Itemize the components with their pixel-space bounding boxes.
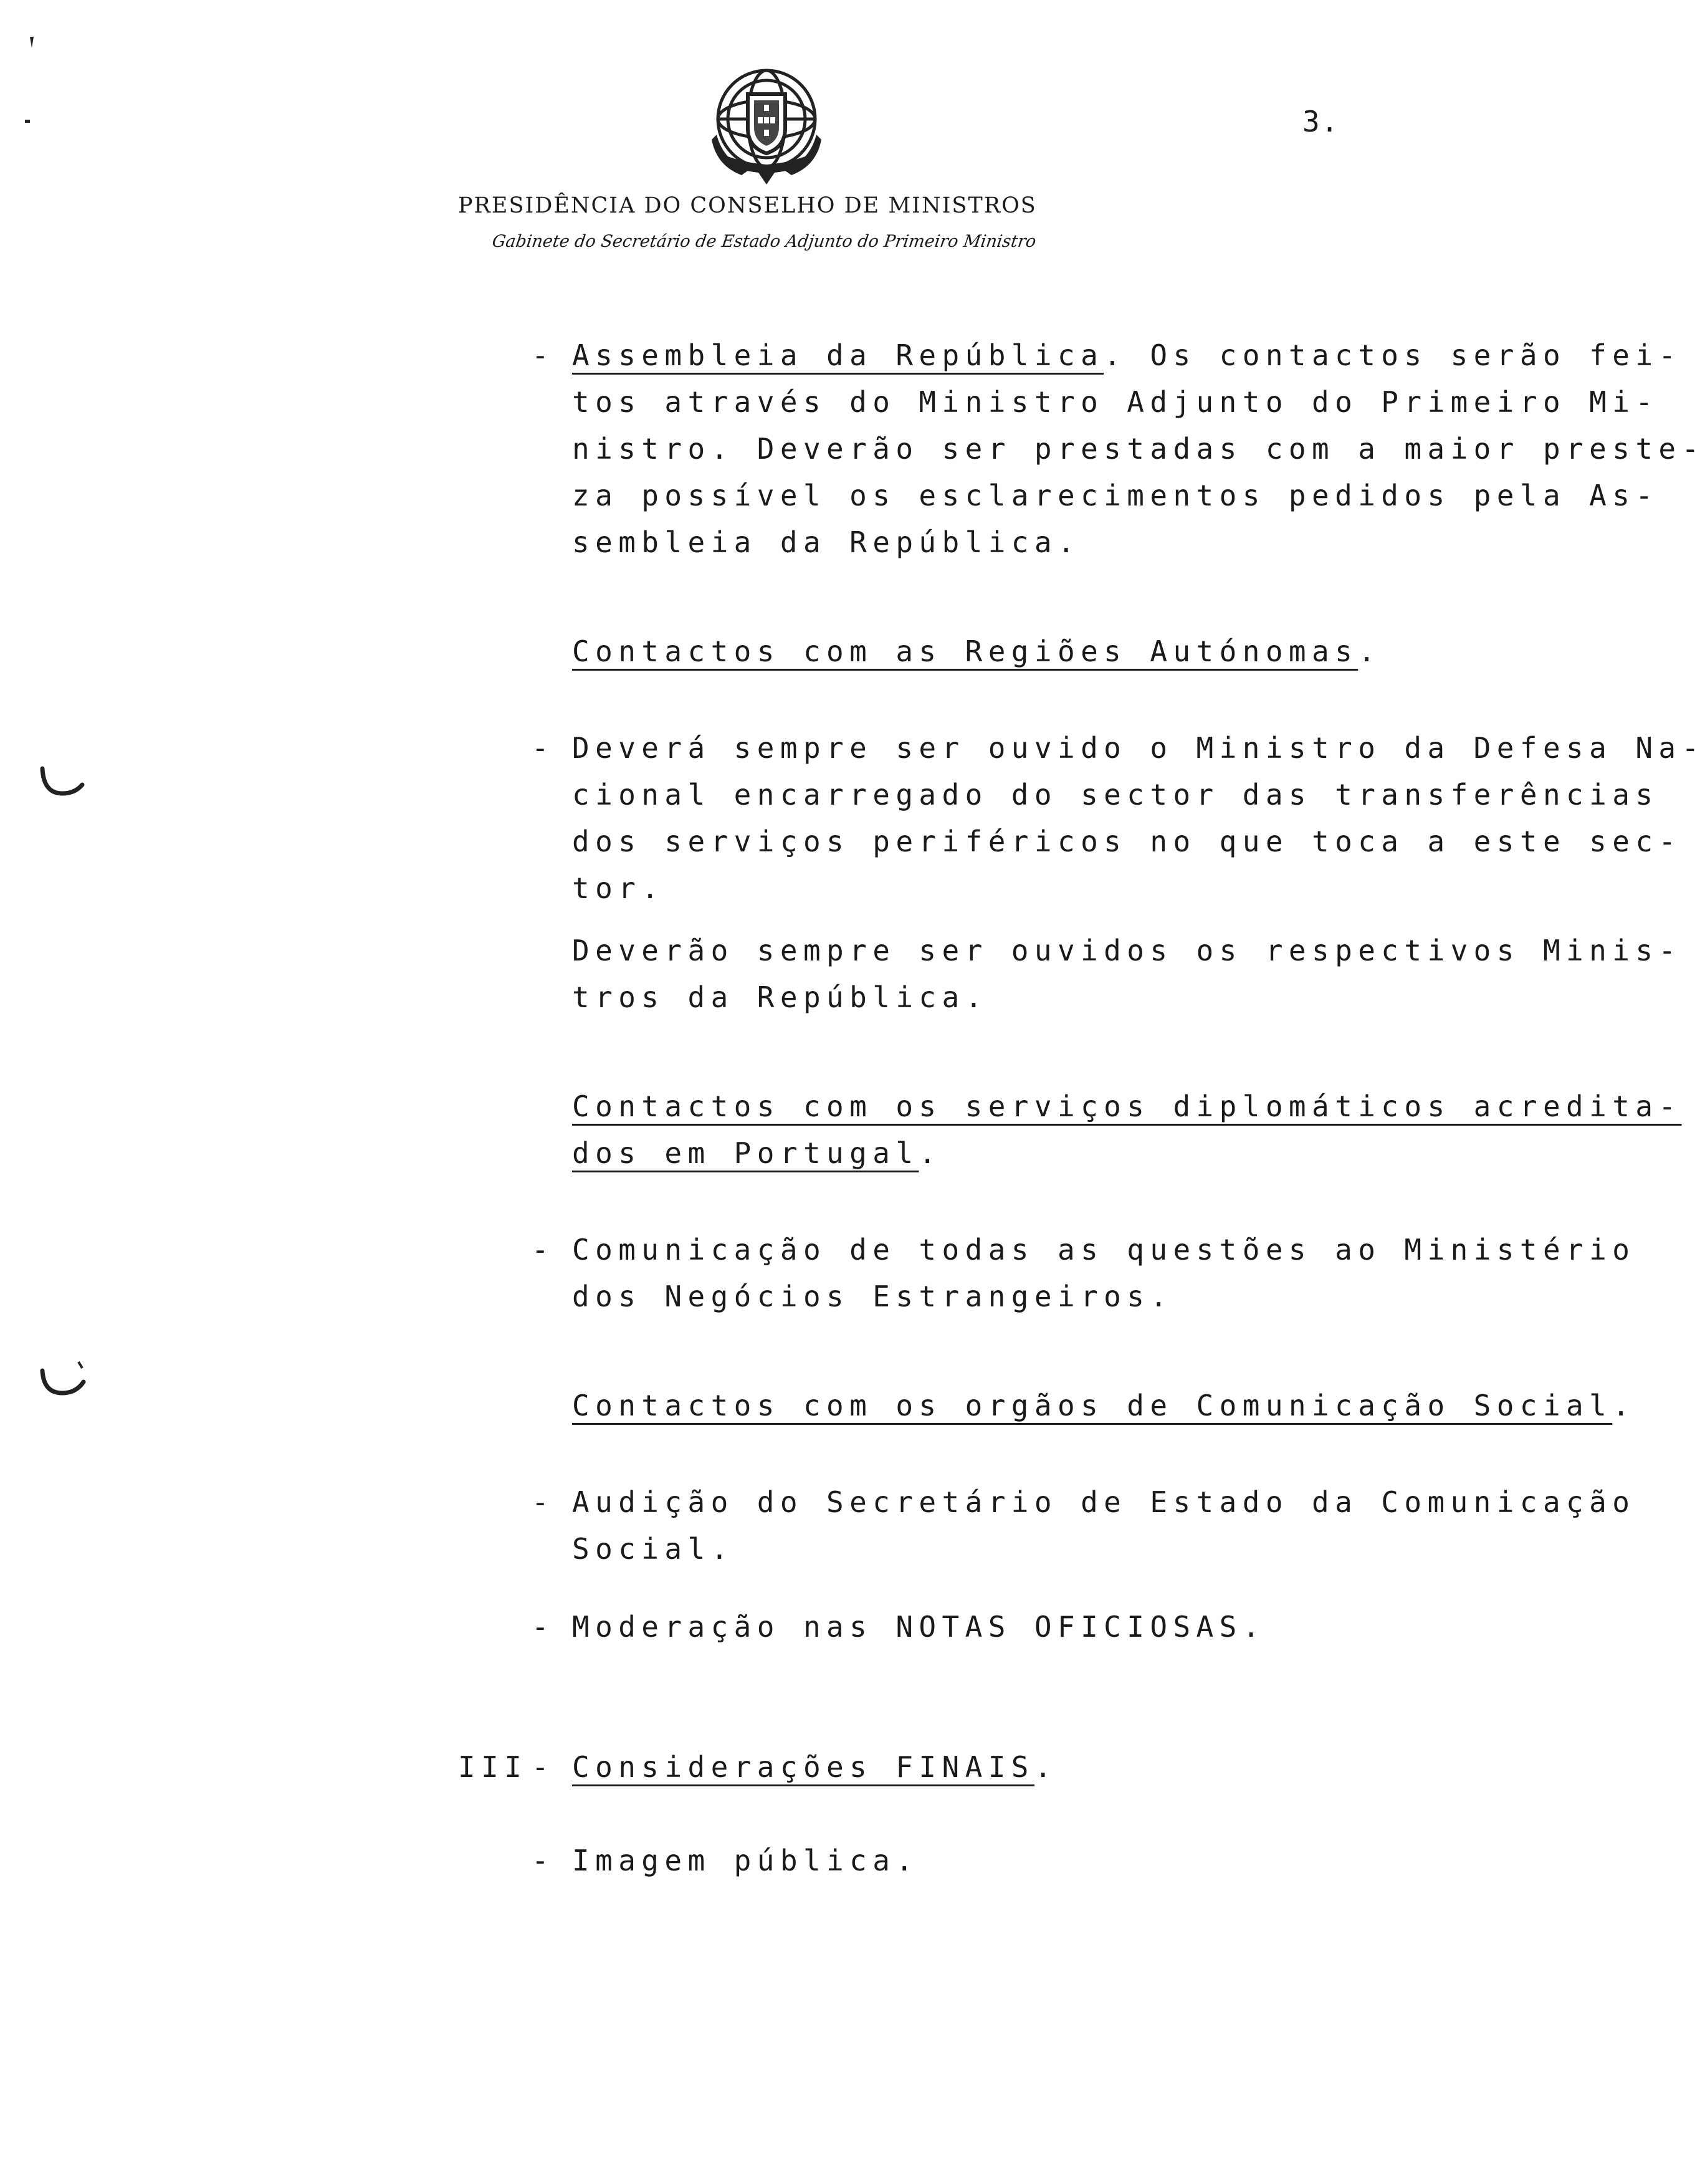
bullet-dash: - — [532, 1610, 549, 1644]
bullet-dash: - — [532, 731, 549, 765]
bullet-dash: - — [532, 1233, 549, 1267]
paragraph-line: Imagem pública. — [572, 1844, 919, 1877]
paragraph-line: tos através do Ministro Adjunto do Primeiro Mi- — [572, 385, 1659, 419]
section-heading: Contactos com os serviços diplomáticos acredita- — [572, 1090, 1682, 1123]
punch-hole-mark — [37, 764, 87, 801]
paragraph-line: dos Negócios Estrangeiros. — [572, 1280, 1173, 1313]
section-heading-line — [572, 1391, 1635, 1420]
section-heading: Contactos com as Regiões Autónomas — [572, 635, 1359, 668]
section-numeral: III — [458, 1750, 528, 1784]
heading-period: . — [1034, 1750, 1058, 1784]
section-heading-line — [572, 1750, 1058, 1784]
heading-period: . — [1612, 1389, 1636, 1422]
paragraph-line: nistro. Deverão ser prestadas com a maior preste- — [572, 432, 1705, 466]
paragraph-line: za possível os esclarecimentos pedidos pela As- — [572, 479, 1659, 512]
paragraph-line — [572, 338, 1682, 372]
paragraph-line: dos serviços periféricos no que toca a este sec- — [572, 825, 1682, 858]
bullet-dash: - — [532, 1750, 549, 1784]
paragraph-line: cional encarregado do sector das transferências — [572, 778, 1659, 812]
heading-period: . — [919, 1136, 942, 1170]
paragraph-line: sembleia da República. — [572, 525, 1081, 559]
paragraph-line: Audição do Secretário de Estado da Comunicação — [572, 1485, 1636, 1519]
paragraph-line: tor. — [572, 871, 665, 905]
section-heading-line — [572, 1136, 942, 1170]
margin-tick-mark — [25, 34, 37, 53]
bullet-dash: - — [532, 1844, 549, 1877]
bullet-dash: - — [532, 338, 549, 372]
bullet-dash: - — [532, 1485, 549, 1519]
section-heading-line — [572, 637, 1381, 666]
paragraph-line: Comunicação de todas as questões ao Ministério — [572, 1233, 1636, 1267]
paragraph-line: tros da República. — [572, 980, 988, 1014]
section-heading: Considerações FINAIS — [572, 1750, 1034, 1784]
section-heading-line — [572, 1092, 1682, 1121]
punch-hole-mark — [37, 1356, 93, 1399]
heading-period: . — [1358, 635, 1382, 668]
paragraph-line: Social. — [572, 1532, 734, 1566]
section-heading: Contactos com os orgãos de Comunicação Social — [572, 1389, 1613, 1422]
paragraph-line: Moderação nas NOTAS OFICIOSAS. — [572, 1610, 1266, 1644]
margin-dot-mark — [24, 118, 32, 125]
section-heading: dos em Portugal — [572, 1136, 919, 1170]
section-heading: Assembleia da República — [572, 338, 1104, 372]
letterhead-organization: PRESIDÊNCIA DO CONSELHO DE MINISTROS — [458, 193, 1037, 218]
paragraph-line: Deverão sempre ser ouvidos os respectivos Minis- — [572, 934, 1682, 967]
paragraph-line: Deverá sempre ser ouvido o Ministro da Defesa Na- — [572, 731, 1705, 765]
coat-of-arms-icon — [704, 60, 829, 188]
page-number: 3. — [1302, 105, 1340, 138]
text-segment: . Os contactos serão fei- — [1104, 338, 1682, 372]
letterhead-office: Gabinete do Secretário de Estado Adjunto do Primeiro Ministro — [490, 232, 1038, 251]
